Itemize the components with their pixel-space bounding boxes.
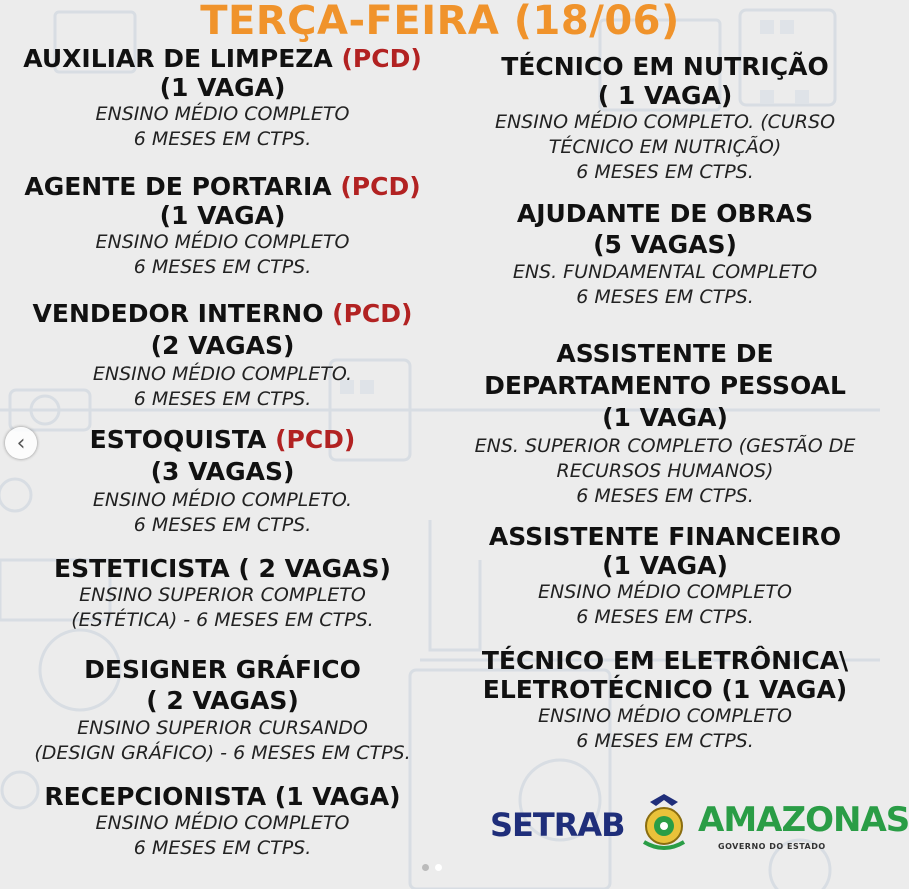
job-title: AJUDANTE DE OBRAS [516,199,814,228]
job-assistente-dp [445,338,885,509]
job-tecnico-eletronica [445,646,885,754]
job-desc: ENSINO MÉDIO COMPLETO [538,581,792,603]
governo-estado-label: GOVERNO DO ESTADO [718,842,826,851]
page-title: TERÇA-FEIRA (18/06) [200,0,680,44]
job-desc: ENS. FUNDAMENTAL COMPLETO [512,261,818,283]
job-ajudante-obras [445,198,885,310]
carousel-prev-button[interactable] [5,427,37,459]
job-desc: 6 MESES EM CTPS. [133,514,312,536]
job-desc: 6 MESES EM CTPS. [576,286,754,308]
amazonas-logo: AMAZONAS [698,800,909,840]
pcd-badge: (PCD) [340,172,421,201]
carousel-dot[interactable] [422,864,429,871]
job-recepcionista [0,782,445,861]
amazonas-seal-icon [636,792,692,856]
job-tecnico-nutricao [445,52,885,185]
job-desc: ENSINO MÉDIO COMPLETO [95,103,350,125]
job-desc: 6 MESES EM CTPS. [133,388,312,410]
job-desc: ENSINO MÉDIO COMPLETO [95,812,350,834]
job-title: TÉCNICO EM ELETRÔNICA\ [481,646,849,675]
job-desc: 6 MESES EM CTPS. [133,128,312,150]
job-title: ESTETICISTA ( 2 VAGAS) [54,554,391,583]
job-vagas: ( 1 VAGA) [597,81,733,110]
job-vagas: (1 VAGA) [159,201,286,230]
setrab-logo: SETRAB [490,806,625,844]
job-desc: 6 MESES EM CTPS. [576,161,754,183]
job-desc: ENSINO MÉDIO COMPLETO. [92,489,353,511]
job-vagas: (3 VAGAS) [150,457,295,486]
job-desc: ENSINO MÉDIO COMPLETO [538,705,792,727]
job-desc: RECURSOS HUMANOS) [556,460,774,482]
job-vendedor-interno [0,298,445,412]
job-title-line2: ELETROTÉCNICO (1 VAGA) [482,675,848,704]
carousel-dots [422,864,442,871]
pcd-badge: (PCD) [275,425,356,454]
job-desc: ENSINO SUPERIOR CURSANDO [77,717,368,739]
job-esteticista [0,554,445,633]
job-desc: 6 MESES EM CTPS. [576,485,754,507]
pcd-badge: (PCD) [332,299,413,328]
job-title-line2: DEPARTAMENTO PESSOAL [484,371,846,400]
job-vagas: (1 VAGA) [159,73,286,102]
job-vagas: (1 VAGA) [602,551,728,580]
job-vagas: ( 2 VAGAS) [146,686,299,715]
job-title: ASSISTENTE FINANCEIRO [488,522,842,551]
job-desc: TÉCNICO EM NUTRIÇÃO) [548,136,782,158]
job-desc: 6 MESES EM CTPS. [133,837,312,859]
job-desc: 6 MESES EM CTPS. [133,256,312,278]
job-agente-portaria [0,172,445,280]
job-vagas: (5 VAGAS) [593,230,737,259]
job-title: RECEPCIONISTA (1 VAGA) [44,782,401,811]
job-title: DESIGNER GRÁFICO [84,655,361,684]
job-desc: ENS. SUPERIOR COMPLETO (GESTÃO DE [474,435,856,457]
job-title: AGENTE DE PORTARIA (PCD) [24,172,421,201]
chevron-left-icon: ‹ [16,430,26,456]
job-estoquista [0,424,445,538]
job-desc: ENSINO SUPERIOR COMPLETO [79,584,366,606]
job-desc: ENSINO MÉDIO COMPLETO [95,231,350,253]
job-desc: 6 MESES EM CTPS. [576,606,754,628]
job-desc: (DESIGN GRÁFICO) - 6 MESES EM CTPS. [34,742,411,764]
job-title: ESTOQUISTA (PCD) [89,425,356,454]
job-auxiliar-limpeza [0,44,445,152]
job-title: VENDEDOR INTERNO (PCD) [32,299,413,328]
job-desc: ENSINO MÉDIO COMPLETO. (CURSO [494,111,836,133]
job-assistente-financeiro [445,522,885,630]
job-desc: 6 MESES EM CTPS. [576,730,754,752]
job-vagas: (2 VAGAS) [150,331,295,360]
job-title: AUXILIAR DE LIMPEZA (PCD) [23,44,422,73]
job-desc: ENSINO MÉDIO COMPLETO. [92,363,353,385]
carousel-dot-active[interactable] [435,864,442,871]
job-title: TÉCNICO EM NUTRIÇÃO [501,52,829,81]
pcd-badge: (PCD) [341,44,422,73]
job-designer-grafico [0,654,445,766]
job-vagas: (1 VAGA) [602,403,728,432]
job-desc: (ESTÉTICA) - 6 MESES EM CTPS. [71,609,374,631]
job-title: ASSISTENTE DE [556,339,774,368]
